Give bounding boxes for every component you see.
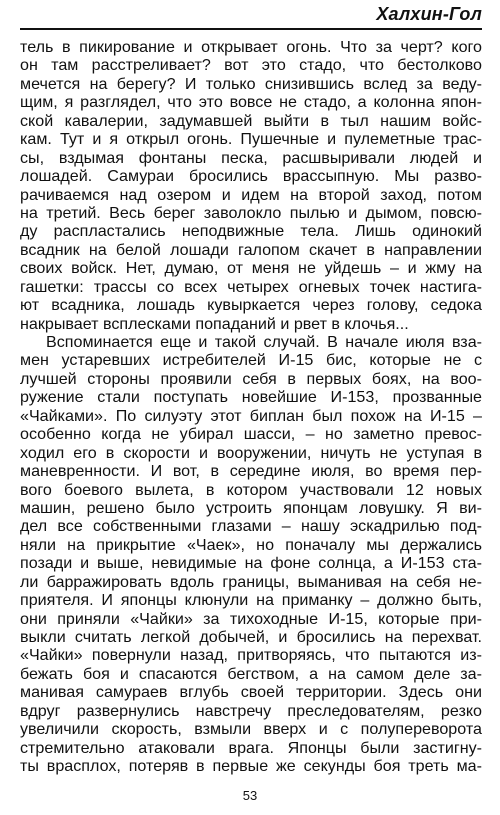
- text-line: Вспоминается еще и такой случай. В начале июля вза-: [46, 333, 482, 351]
- text-line: тель в пикирование и открывает огонь. Что за черт? кого: [20, 38, 482, 56]
- text-line: няли на прикрытие «Чаек», но поначалу мы держались: [20, 535, 482, 554]
- running-header-title: Халхин-Гол: [376, 4, 482, 24]
- text-line: бежать боя и спасаются бегством, а на самом деле за-: [20, 664, 482, 683]
- text-line: приятеля. И японцы клюнули на приманку – должно быть,: [20, 591, 482, 610]
- text-line: выкли считать легкой добычей, и бросились на перехват.: [20, 628, 482, 646]
- text-line: «Чайками». По силуэту этот биплан был похож на И-15 –: [20, 406, 482, 425]
- text-line: увеличили скорость, взмыли вверх и с полупереворота: [20, 720, 482, 739]
- text-line: лошадей. Самураи бросились врассыпную. Мы разво-: [20, 167, 482, 186]
- text-line: кам. Тут и я открыл огонь. Пушечные и пулеметные трас-: [20, 130, 482, 149]
- text-line: позади и выше, невидимые на фоне солнца, а И-153 ста-: [20, 554, 482, 573]
- body-text: [20, 38, 482, 776]
- text-line: маневренности. И вот, в середине июля, во время пер-: [20, 462, 482, 481]
- header-rule: [20, 28, 482, 30]
- text-line: лучшей стороны проявили себя в первых боях, на воо-: [20, 369, 482, 388]
- text-line: всадник на белой лошади галопом скачет в направлении: [20, 240, 482, 259]
- text-line: они приняли «Чайки» за тихоходные И-15, которые при-: [20, 609, 482, 628]
- text-line: манивая самураев вглубь своей территории. Здесь они: [20, 683, 482, 702]
- text-line: ходил его в скорости и вооружении, ничуть не уступая в: [20, 443, 482, 462]
- text-line: ют всадника, лошадь кувыркается через голову, седока: [20, 296, 482, 315]
- text-line: ты врасплох, потеряв в первые же секунды боя треть ма-: [20, 757, 482, 776]
- text-line: стремительно атаковали врага. Японцы были застигну-: [20, 738, 482, 757]
- text-line: ской кавалерии, задумавшей выйти в тыл нашим войс-: [20, 111, 482, 130]
- text-line: рачиваемся над озером и идем на второй заход, потом: [20, 185, 482, 204]
- text-line: накрывает всплесками попаданий и рвет в клочья...: [20, 314, 409, 333]
- page-number: 53: [242, 788, 258, 803]
- text-line: вдруг развернулись навстречу преследователям, резко: [20, 701, 482, 720]
- text-line: машин, решено было устроить японцам ловушку. Я ви-: [20, 498, 482, 517]
- text-line: «Чайки» повернули назад, притворяясь, что пытаются из-: [20, 646, 482, 665]
- text-line: он там расстреливает? вот это стадо, что бестолково: [20, 56, 482, 75]
- text-line: на третий. Весь берег заволокло пылью и дымом, повсю-: [20, 203, 482, 222]
- text-line: гашетки: трассы со всех четырех огневых точек настига-: [20, 277, 482, 296]
- text-line: дел все собственными глазами – нашу эскадрилью под-: [20, 517, 482, 536]
- text-line: ружение стали поступать новейшие И-153, прозванные: [20, 388, 482, 407]
- text-line: особенно когда не убирал шасси, – но заметно превос-: [20, 425, 482, 444]
- text-line: своих войск. Нет, думаю, от меня не уйдешь – и жму на: [20, 259, 482, 278]
- text-line: сы, вздымая фонтаны песка, расшвыривали людей и: [20, 148, 482, 167]
- text-line: ду распластались неподвижные тела. Лишь одинокий: [20, 222, 482, 241]
- text-line: мечется на берегу? И только снизившись вслед за веду-: [20, 74, 482, 93]
- text-line: ли барражировать вдоль границы, выманивая на себя не-: [20, 572, 482, 591]
- text-line: мен устаревших истребителей И-15 бис, которые не с: [20, 351, 482, 370]
- text-line: вого боевого вылета, в котором участвовали 12 новых: [20, 480, 482, 499]
- text-line: щим, я разглядел, что это вовсе не стадо, а колонна япон-: [20, 93, 482, 112]
